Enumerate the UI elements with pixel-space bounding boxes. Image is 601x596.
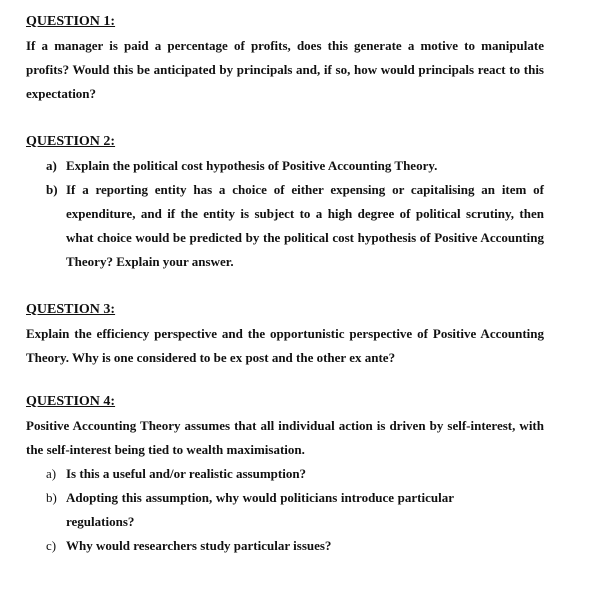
question-heading: QUESTION 3: [26,302,116,317]
list-marker: b) [46,490,57,505]
sub-question [26,178,544,274]
question-text: Positive Accounting Theory assumes that all individual action is driven by self-interest, with the self-interest being tied to wealth maximisation. [26,418,544,457]
list-marker: a) [46,466,57,481]
sub-question [26,154,544,178]
question-4 [26,390,544,558]
sub-question-text: If a reporting entity has a choice of either expensing or capitalising an item of expenditure, and if the entity is subject to a high degree of political scrutiny, then what choice would be predicted by the political cost hypothesis of Positive Accounting Theory? Explain your answer. [66,182,544,269]
question-3 [26,298,544,370]
sub-question-text: Explain the political cost hypothesis of Positive Accounting Theory. [66,158,438,173]
sub-question-text: Adopting this assumption, why would politicians introduce particular regulations? [66,490,454,529]
sub-question-list [26,462,544,558]
question-text: Explain the efficiency perspective and the opportunistic perspective of Positive Accounting Theory. Why is one considered to be ex post and the other ex ante? [26,326,544,365]
question-1 [26,10,544,106]
sub-question [26,486,544,534]
list-marker: a) [46,158,57,173]
question-heading: QUESTION 4: [26,394,116,409]
list-marker: b) [46,182,58,197]
sub-question [26,534,544,558]
question-text: If a manager is paid a percentage of profits, does this generate a motive to manipulate profits? Would this be anticipated by principals and, if so, how would principals react to this expectation? [26,38,544,101]
sub-question-text: Is this a useful and/or realistic assumption? [66,466,307,481]
sub-question [26,462,544,486]
sub-question-list [26,154,544,274]
question-heading: QUESTION 1: [26,14,116,29]
list-marker: c) [46,538,57,553]
question-heading: QUESTION 2: [26,134,116,149]
sub-question-text: Why would researchers study particular issues? [66,538,332,553]
question-2 [26,130,544,274]
